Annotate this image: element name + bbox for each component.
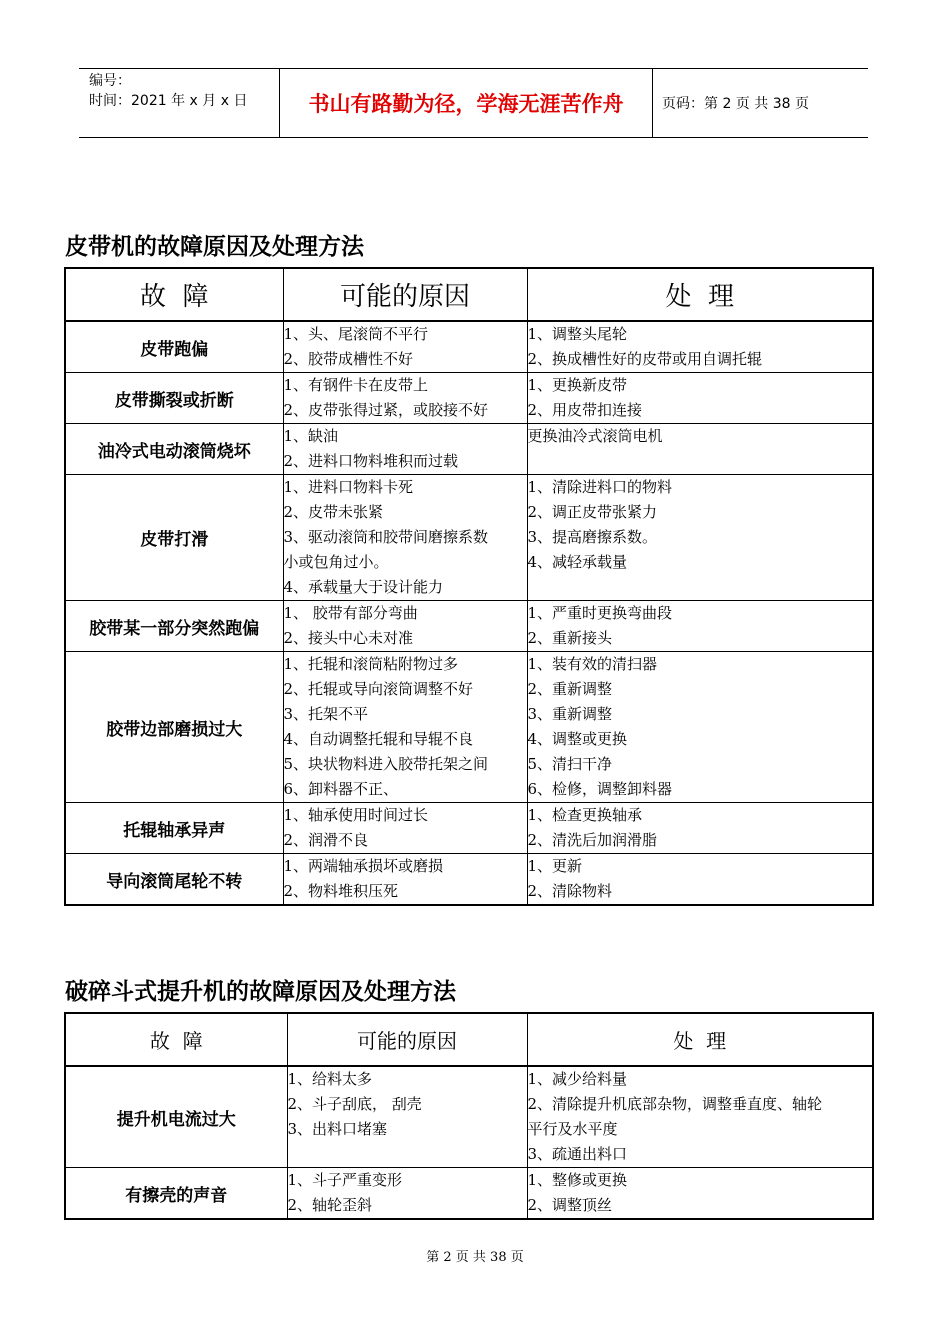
cause-cell: [283, 424, 527, 475]
cause-cell: [287, 1066, 527, 1168]
cause-line: 2、斗子刮底， 刮壳: [287, 1095, 422, 1113]
column-header-fault: 故 障: [65, 268, 283, 321]
fix-line: 2、重新调整: [527, 680, 613, 698]
cause-cell: [287, 1168, 527, 1220]
table-row: [65, 854, 873, 906]
column-header-cause: 可能的原因: [287, 1013, 527, 1066]
cause-cell: [283, 373, 527, 424]
fix-line: 4、调整或更换: [527, 730, 628, 748]
document-code-label: 编号：: [89, 73, 131, 89]
belt-conveyor-fault-table: [64, 267, 874, 906]
section-title-bucket-elevator: 破碎斗式提升机的故障原因及处理方法: [65, 979, 456, 1005]
column-header-fault: 故 障: [65, 1013, 287, 1066]
table-header-row: [65, 1013, 873, 1066]
fix-line: 1、整修或更换: [527, 1171, 628, 1189]
fault-name-cell: 导向滚筒尾轮不转: [65, 854, 283, 906]
column-header-fix: 处 理: [527, 1013, 873, 1066]
fix-line: 1、调整头尾轮: [527, 325, 628, 343]
fix-cell: [527, 373, 873, 424]
fix-line: 3、重新调整: [527, 705, 613, 723]
cause-line: 2、托辊或导向滚筒调整不好: [283, 680, 474, 698]
fix-line: 1、检查更换轴承: [527, 806, 643, 824]
fix-line: 1、清除进料口的物料: [527, 478, 673, 496]
section-title-belt-conveyor: 皮带机的故障原因及处理方法: [65, 234, 364, 260]
fix-line: 1、装有效的清扫器: [527, 655, 658, 673]
fix-line: 5、清扫干净: [527, 755, 613, 773]
header-page-info: 页码：第 2 页 共 38 页: [662, 96, 809, 112]
fix-line: 3、提高磨擦系数。: [527, 528, 658, 546]
cause-line: 1、斗子严重变形: [287, 1171, 403, 1189]
fault-name-cell: 皮带撕裂或折断: [65, 373, 283, 424]
fix-line: 3、疏通出料口: [527, 1145, 628, 1163]
fix-cell: [527, 601, 873, 652]
fix-line: 2、调正皮带张紧力: [527, 503, 658, 521]
column-header-fix: 处 理: [527, 268, 873, 321]
fix-cell: [527, 1168, 873, 1220]
fix-line: 1、更换新皮带: [527, 376, 628, 394]
fix-cell: [527, 475, 873, 601]
bucket-elevator-table-body: [65, 1066, 873, 1219]
table-header-row: [65, 268, 873, 321]
fault-name-cell: 胶带某一部分突然跑偏: [65, 601, 283, 652]
fix-line: 6、检修，调整卸料器: [527, 780, 673, 798]
fix-cell: [527, 1066, 873, 1168]
cause-cell: [283, 601, 527, 652]
cause-line: 1、进料口物料卡死: [283, 478, 414, 496]
document-time-label: 时间：2021 年 x 月 x 日: [89, 93, 248, 109]
cause-line: 1、头、尾滚筒不平行: [283, 325, 429, 343]
fix-line: 平行及水平度: [527, 1120, 618, 1138]
page-footer: 第 2 页 共 38 页: [426, 1250, 524, 1265]
cause-line: 3、出料口堵塞: [287, 1120, 388, 1138]
fix-line: 2、用皮带扣连接: [527, 401, 643, 419]
cause-cell: [283, 321, 527, 373]
cause-line: 2、接头中心未对准: [283, 629, 414, 647]
fix-line: 2、重新接头: [527, 629, 613, 647]
fix-line: 更换油冷式滚筒电机: [527, 427, 663, 445]
fix-cell: [527, 652, 873, 803]
bucket-elevator-fault-table: [64, 1012, 874, 1220]
table-row: [65, 803, 873, 854]
header-motto: 书山有路勤为径，学海无涯苦作舟: [280, 69, 653, 137]
fix-line: 2、清洗后加润滑脂: [527, 831, 658, 849]
cause-line: 2、物料堆积压死: [283, 882, 399, 900]
fault-name-cell: 有擦壳的声音: [65, 1168, 287, 1220]
header-meta: [79, 69, 280, 137]
fault-name-cell: 皮带打滑: [65, 475, 283, 601]
fix-line: 2、调整顶丝: [527, 1196, 613, 1214]
cause-line: 1、轴承使用时间过长: [283, 806, 429, 824]
cause-line: 1、托辊和滚筒粘附物过多: [283, 655, 459, 673]
cause-line: 3、托架不平: [283, 705, 369, 723]
cause-line: 1、给料太多: [287, 1070, 373, 1088]
cause-line: 2、进料口物料堆积而过载: [283, 452, 459, 470]
fix-line: 1、减少给料量: [527, 1070, 628, 1088]
fix-cell: [527, 803, 873, 854]
fix-cell: [527, 424, 873, 475]
fix-line: 2、清除物料: [527, 882, 613, 900]
fault-name-cell: 胶带边部磨损过大: [65, 652, 283, 803]
cause-line: 6、卸料器不正、: [283, 780, 399, 798]
cause-line: 5、块状物料进入胶带托架之间: [283, 755, 489, 773]
fix-line: 4、减轻承载量: [527, 553, 628, 571]
table-row: [65, 475, 873, 601]
fix-line: 1、更新: [527, 857, 583, 875]
fault-name-cell: 油冷式电动滚筒烧坏: [65, 424, 283, 475]
table-row: [65, 373, 873, 424]
table-row: [65, 1066, 873, 1168]
cause-line: 1、缺油: [283, 427, 339, 445]
fix-cell: [527, 854, 873, 906]
cause-line: 4、承载量大于设计能力: [283, 578, 444, 596]
cause-line: 2、润滑不良: [283, 831, 369, 849]
fix-cell: [527, 321, 873, 373]
cause-line: 1、 胶带有部分弯曲: [283, 604, 418, 622]
cause-cell: [283, 652, 527, 803]
table-row: [65, 652, 873, 803]
table-row: [65, 424, 873, 475]
cause-cell: [283, 475, 527, 601]
cause-line: 2、皮带张得过紧，或胶接不好: [283, 401, 489, 419]
page-header: [79, 68, 868, 138]
table-row: [65, 1168, 873, 1220]
column-header-cause: 可能的原因: [283, 268, 527, 321]
fault-name-cell: 皮带跑偏: [65, 321, 283, 373]
cause-line: 1、有钢件卡在皮带上: [283, 376, 429, 394]
cause-line: 2、轴轮歪斜: [287, 1196, 373, 1214]
cause-line: 小或包角过小。: [283, 553, 389, 571]
fault-name-cell: 提升机电流过大: [65, 1066, 287, 1168]
fix-line: 1、严重时更换弯曲段: [527, 604, 673, 622]
fix-line: 2、换成槽性好的皮带或用自调托辊: [527, 350, 763, 368]
cause-line: 2、皮带未张紧: [283, 503, 384, 521]
cause-cell: [283, 854, 527, 906]
cause-line: 4、自动调整托辊和导辊不良: [283, 730, 474, 748]
cause-line: 1、两端轴承损坏或磨损: [283, 857, 444, 875]
table-row: [65, 321, 873, 373]
fix-line: 2、清除提升机底部杂物，调整垂直度、轴轮: [527, 1095, 823, 1113]
cause-cell: [283, 803, 527, 854]
fault-name-cell: 托辊轴承异声: [65, 803, 283, 854]
cause-line: 2、胶带成槽性不好: [283, 350, 414, 368]
cause-line: 3、驱动滚筒和胶带间磨擦系数: [283, 528, 489, 546]
table-row: [65, 601, 873, 652]
belt-conveyor-table-body: [65, 321, 873, 905]
